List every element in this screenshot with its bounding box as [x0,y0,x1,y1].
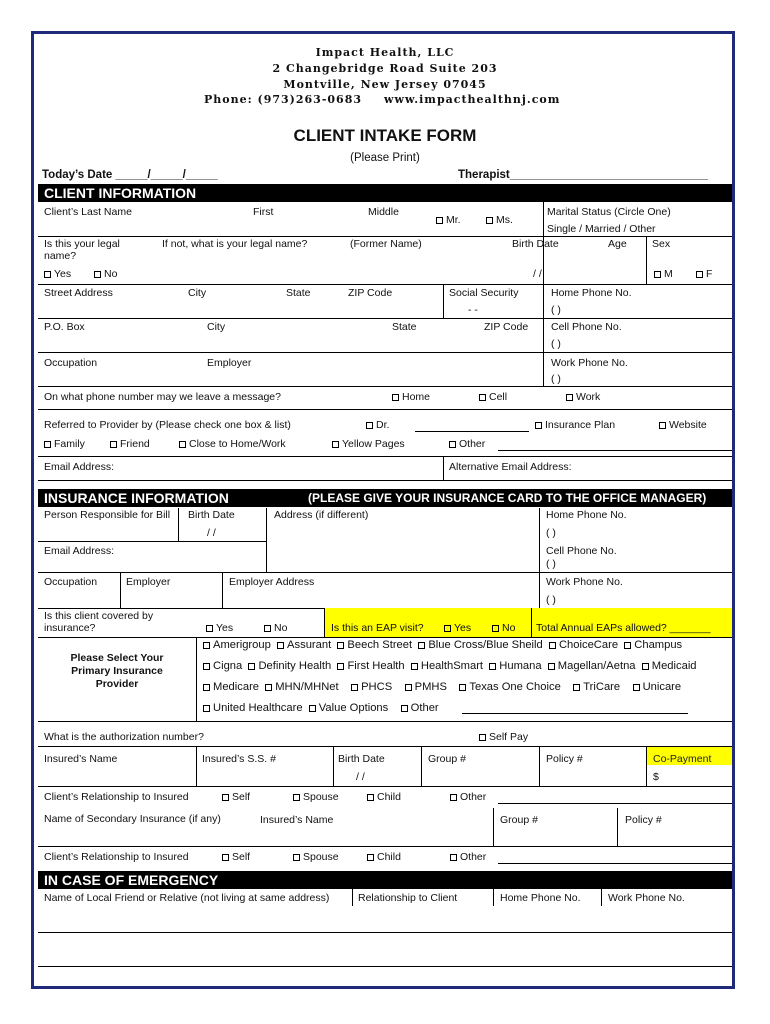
checkbox-icon [366,422,373,429]
secondary-policy-label: Policy # [625,814,662,826]
message-work-option[interactable]: Work [566,391,600,403]
referred-friend-option[interactable]: Friend [110,438,150,450]
checkbox-icon [367,794,374,801]
ins-home-phone-paren[interactable]: ( ) [546,527,556,539]
checkbox-icon [179,441,186,448]
divider [38,456,732,457]
divider [38,846,732,847]
divider [38,637,732,638]
provider-option[interactable]: Cigna [203,660,242,672]
middle-name-label: Middle [368,206,399,218]
provider-option[interactable]: Assurant [277,639,331,651]
copay-label: Co-Payment [653,753,712,765]
emergency-work-phone-label: Work Phone No. [608,892,685,904]
referred-dr-option[interactable]: Dr. [366,419,389,431]
checkbox-icon [293,794,300,801]
secondary-other-line[interactable] [498,863,732,864]
divider [38,409,732,410]
divider [601,889,602,906]
age-label: Age [608,238,627,250]
secondary-group-label: Group # [500,814,538,826]
ins-employer-address-label: Employer Address [229,576,315,588]
last-name-label: Client’s Last Name [44,206,132,218]
divider [38,541,266,542]
checkbox-icon [548,663,555,670]
checkbox-icon [436,217,443,224]
ins-work-phone-label: Work Phone No. [546,576,623,588]
first-name-label: First [253,206,274,218]
checkbox-icon [44,271,51,278]
client-information-header: CLIENT INFORMATION [38,184,732,202]
divider [38,572,732,573]
home-phone-paren[interactable]: ( ) [551,304,561,316]
referred-other-option[interactable]: Other [449,438,485,450]
secondary-child-option[interactable]: Child [367,851,401,863]
provider-option[interactable]: Other [401,702,439,714]
checkbox-icon [94,271,101,278]
secondary-relationship-label: Client’s Relationship to Insured [44,851,189,863]
covered-question-2: insurance? [44,622,96,634]
provider-option[interactable]: TriCare [573,681,620,693]
ins-cell-phone-label: Cell Phone No. [546,545,617,557]
company-city: Montville, New Jersey 07045 [283,78,487,91]
provider-option[interactable]: First Health [337,660,404,672]
ms-option[interactable]: Ms. [486,214,513,226]
ins-email-label: Email Address: [44,545,115,557]
divider [421,746,422,786]
checkbox-icon [332,441,339,448]
ins-cell-phone-paren[interactable]: ( ) [546,558,556,570]
checkbox-icon [642,663,649,670]
sex-female-option[interactable]: F [696,268,712,280]
insurance-information-header: INSURANCE INFORMATION (PLEASE GIVE YOUR INSURANCE CARD TO THE OFFICE MANAGER) [38,489,732,507]
checkbox-icon [309,705,316,712]
secondary-other-option[interactable]: Other [450,851,486,863]
secondary-insureds-name-label: Insured’s Name [260,814,334,826]
provider-option[interactable]: Medicare [203,681,259,693]
provider-option[interactable]: Magellan/Aetna [548,660,636,672]
sex-male-option[interactable]: M [654,268,673,280]
emergency-header: IN CASE OF EMERGENCY [38,871,732,889]
checkbox-icon [248,663,255,670]
sex-label: Sex [652,238,671,250]
birth-date-slashes[interactable]: / / [533,268,542,280]
relationship-label: Client’s Relationship to Insured [44,791,189,803]
message-home-option[interactable]: Home [392,391,430,403]
provider-option[interactable]: Medicaid [642,660,697,672]
provider-option[interactable]: ChoiceCare [549,639,618,651]
group-label: Group # [428,753,466,765]
checkbox-icon [654,271,661,278]
ins-birth-slashes[interactable]: / / [356,771,365,783]
checkbox-icon [479,734,486,741]
provider-other-line[interactable] [462,713,688,714]
legal-name-label: If not, what is your legal name? [162,238,308,250]
provider-option[interactable]: Beech Street [337,639,412,651]
checkbox-icon [405,684,412,691]
eap-yes-option[interactable]: Yes [444,622,471,634]
secondary-self-option[interactable]: Self [222,851,250,863]
company-address: 2 Changebridge Road Suite 203 [272,62,498,75]
ins-occupation-label: Occupation [44,576,98,588]
checkbox-icon [444,625,451,632]
checkbox-icon [222,794,229,801]
mr-option[interactable]: Mr. [436,214,461,226]
po-box-label: P.O. Box [44,321,85,333]
self-pay-option[interactable]: Self Pay [479,731,528,743]
checkbox-icon [479,394,486,401]
provider-option[interactable]: Texas One Choice [459,681,560,693]
provider-option[interactable]: Unicare [633,681,682,693]
divider [646,236,647,284]
checkbox-icon [110,441,117,448]
occupation-label: Occupation [44,357,98,369]
covered-question: Is this client covered by [44,610,154,622]
ins-employer-label: Employer [126,576,171,588]
eap-total[interactable]: Total Annual EAPs allowed? _______ [536,622,711,634]
po-state-label: State [392,321,417,333]
referred-yellow-pages-option[interactable]: Yellow Pages [332,438,405,450]
provider-option[interactable]: MHN/MHNet [265,681,338,693]
street-label: Street Address [44,287,113,299]
responsible-birth-slashes[interactable]: / / [207,527,216,539]
checkbox-icon [535,422,542,429]
divider [38,721,732,722]
secondary-spouse-option[interactable]: Spouse [293,851,339,863]
divider [352,889,353,906]
marital-status-label: Marital Status (Circle One) [547,206,671,218]
checkbox-icon [277,642,284,649]
legal-no-option[interactable]: No [94,268,117,280]
divider [196,746,197,786]
divider [120,572,121,608]
providers-row-2 [203,660,697,672]
divider [38,352,732,353]
provider-option[interactable]: Value Options [309,702,388,714]
responsible-birth-label: Birth Date [188,509,235,521]
address-different-label: Address (if different) [274,509,369,521]
legal-yes-option[interactable]: Yes [44,268,71,280]
work-phone-paren[interactable]: ( ) [551,373,561,385]
divider [531,608,532,637]
ssn-label: Social Security [449,287,519,299]
po-city-label: City [207,321,226,333]
emergency-relationship-label: Relationship to Client [358,892,458,904]
ins-home-phone-label: Home Phone No. [546,509,627,521]
checkbox-icon [203,663,210,670]
divider [443,284,444,318]
divider [333,746,334,786]
divider [38,932,732,933]
referred-website-option[interactable]: Website [659,419,707,431]
checkbox-icon [459,684,466,691]
referred-insurance-plan-option[interactable]: Insurance Plan [535,419,615,431]
divider [38,966,732,967]
checkbox-icon [624,642,631,649]
other-line[interactable] [498,450,732,451]
checkbox-icon [450,794,457,801]
marital-options[interactable]: Single / Married / Other [547,223,656,235]
provider-option[interactable]: HealthSmart [411,660,483,672]
checkbox-icon [264,625,271,632]
secondary-insurance-label: Name of Secondary Insurance (if any) [44,813,221,825]
ins-work-phone-paren[interactable]: ( ) [546,594,556,606]
divider [38,318,732,319]
relationship-other-line[interactable] [498,803,732,804]
checkbox-icon [203,642,210,649]
authorization-question: What is the authorization number? [44,731,204,743]
form-title: CLIENT INTAKE FORM [293,126,477,145]
checkbox-icon [486,217,493,224]
checkbox-icon [401,705,408,712]
checkbox-icon [203,705,210,712]
checkbox-icon [418,642,425,649]
providers-row-1 [203,639,682,651]
home-phone-label: Home Phone No. [551,287,632,299]
checkbox-icon [337,642,344,649]
divider [38,236,732,237]
divider [178,508,179,541]
emergency-home-phone-label: Home Phone No. [500,892,581,904]
legal-name-question: Is this your legal [44,238,120,250]
message-question: On what phone number may we leave a message? [44,391,281,403]
checkbox-icon [293,854,300,861]
divider [266,508,267,572]
insureds-ss-label: Insured’s S.S. # [202,753,276,765]
referred-label: Referred to Provider by (Please check one box & list) [44,419,291,431]
covered-yes-option[interactable]: Yes [206,622,233,634]
referred-family-option[interactable]: Family [44,438,85,450]
insurance-card-note: (PLEASE GIVE YOUR INSURANCE CARD TO THE OFFICE MANAGER) [308,491,707,505]
employer-label: Employer [207,357,252,369]
cell-phone-label: Cell Phone No. [551,321,622,333]
insureds-name-label: Insured’s Name [44,753,118,765]
city-label: City [188,287,207,299]
todays-date-field[interactable]: Today’s Date _____/_____/_____ [42,169,218,181]
checkbox-icon [696,271,703,278]
checkbox-icon [566,394,573,401]
checkbox-icon [659,422,666,429]
eap-no-option[interactable]: No [492,622,515,634]
divider [539,746,540,786]
divider [38,284,732,285]
company-name: Impact Health, LLC [315,46,455,59]
provider-option[interactable]: PMHS [405,681,447,693]
checkbox-icon [337,663,344,670]
divider [493,889,494,906]
divider [38,386,732,387]
checkbox-icon [411,663,418,670]
divider [543,202,544,386]
checkbox-icon [392,394,399,401]
checkbox-icon [489,663,496,670]
divider [324,608,325,637]
relationship-self-option[interactable]: Self [222,791,250,803]
divider [493,808,494,846]
therapist-field[interactable]: Therapist_______________________________ [458,169,709,181]
provider-option[interactable]: Humana [489,660,541,672]
checkbox-icon [44,441,51,448]
divider [38,480,732,481]
provider-option[interactable]: Definity Health [248,660,331,672]
cell-phone-paren[interactable]: ( ) [551,338,561,350]
message-cell-option[interactable]: Cell [479,391,507,403]
relationship-child-option[interactable]: Child [367,791,401,803]
state-label: State [286,287,311,299]
providers-row-4 [203,702,439,714]
checkbox-icon [265,684,272,691]
relationship-other-option[interactable]: Other [450,791,486,803]
company-phone: Phone: (973)263-0683 [204,93,363,106]
referred-close-option[interactable]: Close to Home/Work [179,438,286,450]
provider-option[interactable]: Amerigroup [203,639,271,651]
providers-row-3 [203,681,681,693]
zip-label: ZIP Code [348,287,393,299]
divider [38,786,732,787]
checkbox-icon [449,441,456,448]
responsible-label: Person Responsible for Bill [44,509,171,521]
policy-label: Policy # [546,753,583,765]
checkbox-icon [367,854,374,861]
select-provider-label: Please Select Your Primary Insurance Provider [70,652,164,690]
checkbox-icon [351,684,358,691]
covered-no-option[interactable]: No [264,622,287,634]
dr-name-line[interactable] [415,431,529,432]
divider [38,746,732,747]
divider [222,572,223,608]
eap-question: Is this an EAP visit? [331,622,424,634]
email-label: Email Address: [44,461,115,473]
provider-option[interactable]: United Healthcare [203,702,303,714]
birth-date-label: Birth Date [512,238,559,250]
divider [443,456,444,480]
provider-option[interactable]: Blue Cross/Blue Sheild [418,639,542,651]
work-phone-label: Work Phone No. [551,357,628,369]
checkbox-icon [222,854,229,861]
emergency-name-label: Name of Local Friend or Relative (not living at same address) [44,892,330,904]
checkbox-icon [633,684,640,691]
provider-option[interactable]: Champus [624,639,682,651]
checkbox-icon [206,625,213,632]
po-zip-label: ZIP Code [484,321,529,333]
checkbox-icon [450,854,457,861]
ssn-dashes[interactable]: - - [468,304,478,316]
legal-name-question-2: name? [44,250,77,262]
ins-birth-date-label: Birth Date [338,753,385,765]
checkbox-icon [203,684,210,691]
copay-dollar[interactable]: $ [653,771,659,783]
relationship-spouse-option[interactable]: Spouse [293,791,339,803]
company-website: www.impacthealthnj.com [384,93,561,106]
divider [196,637,197,721]
authorization-line[interactable] [210,742,478,743]
please-print: (Please Print) [350,152,420,164]
alt-email-label: Alternative Email Address: [449,461,572,473]
checkbox-icon [549,642,556,649]
provider-option[interactable]: PHCS [351,681,392,693]
divider [617,808,618,846]
checkbox-icon [573,684,580,691]
checkbox-icon [492,625,499,632]
former-name-label: (Former Name) [350,238,422,250]
